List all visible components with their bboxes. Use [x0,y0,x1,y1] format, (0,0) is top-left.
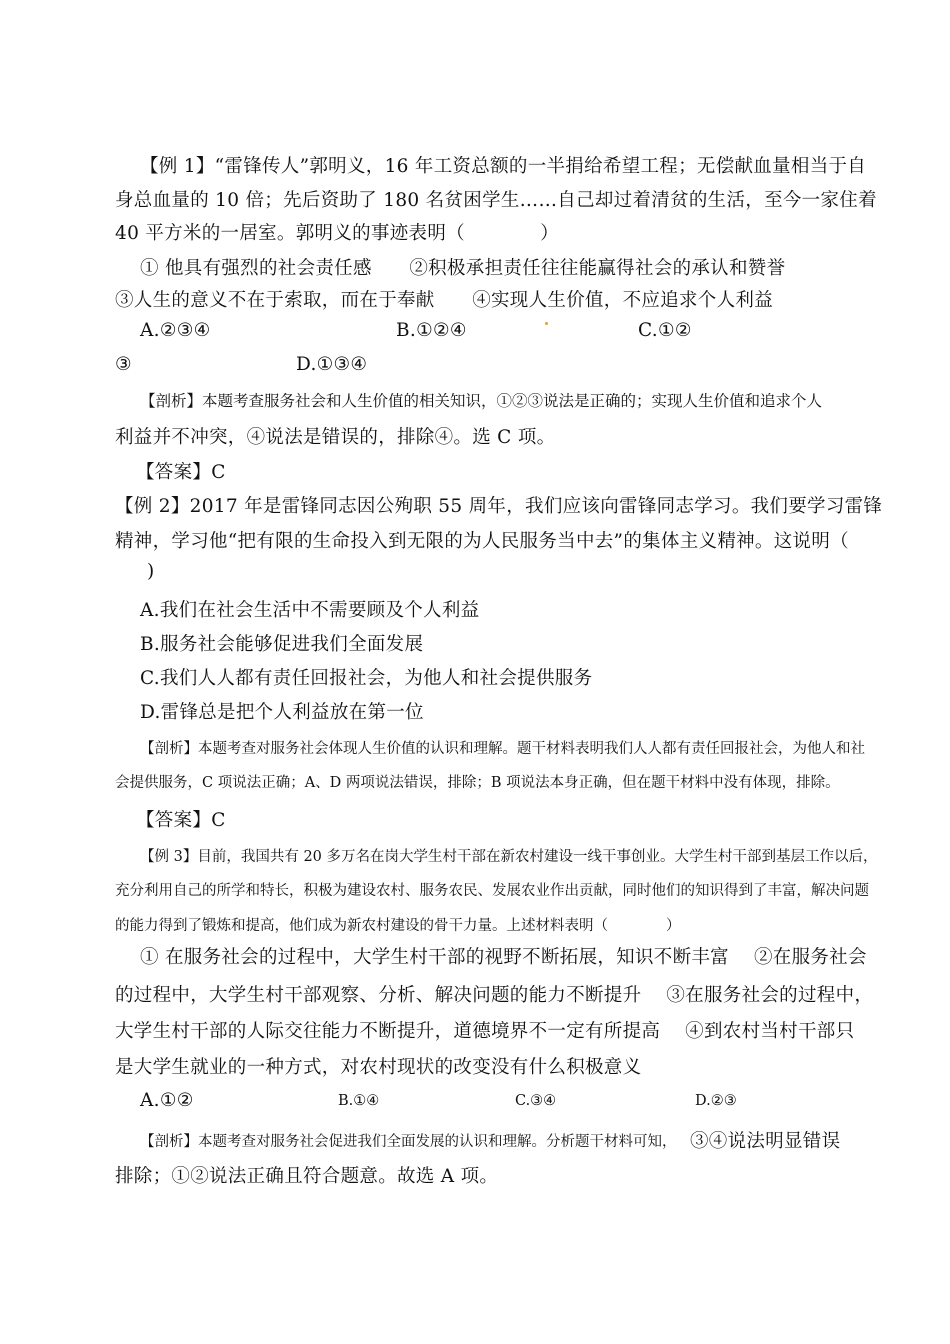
example-2-answer: 【答案】C [136,810,226,831]
example-1-line-1: 【例 1】“雷锋传人”郭明义，16 年工资总额的一半捐给希望工程；无偿献血量相当于自 [140,156,867,177]
example-3-statement-line-4: 是大学生就业的一种方式，对农村现状的改变没有什么积极意义 [115,1057,642,1078]
example-3-statement-line-3: 大学生村干部的人际交往能力不断提升，道德境界不一定有所提高 ④到农村当村干部只 [115,1021,855,1042]
example-2-option-a: A.我们在社会生活中不需要顾及个人利益 [140,600,480,621]
example-1-line-3: 40 平方米的一居室。郭明义的事迹表明（ ） [115,223,559,244]
example-1-statement-1: ① 他具有强烈的社会责任感 ②积极承担责任往往能赢得社会的承认和赞誉 [140,258,786,279]
example-2-option-b: B.服务社会能够促进我们全面发展 [140,634,424,655]
example-3-analysis-line-2: 排除；①②说法正确且符合题意。故选 A 项。 [115,1166,499,1187]
example-3-option-a: A.①② [140,1090,194,1111]
example-2-analysis-line-1: 【剖析】本题考查对服务社会体现人生价值的认识和理解。题干材料表明我们人人都有责任回报社会，为他人和社 [140,741,865,757]
example-3-statement-line-2: 的过程中，大学生村干部观察、分析、解决问题的能力不断提升 ③在服务社会的过程中， [115,985,874,1006]
example-3-statement-line-1: ① 在服务社会的过程中，大学生村干部的视野不断拓展，知识不断丰富 ②在服务社会 [140,947,867,968]
example-2-line-2: 精神，学习他“把有限的生命投入到无限的为人民服务当中去”的集体主义精神。这说明（ [115,531,849,552]
example-3-line-2: 充分利用自己的所学和特长，积极为建设农村、服务农民、发展农业作出贡献，同时他们的知识得到了丰富，解决问题 [115,883,869,899]
example-3-line-3: 的能力得到了锻炼和提高，他们成为新农村建设的骨干力量。上述材料表明（ ） [115,918,681,934]
example-3-line-1: 【例 3】目前，我国共有 20 多万名在岗大学生村干部在新农村建设一线干事创业。大学生村干部到基层工作以后， [140,849,878,865]
example-2-option-c: C.我们人人都有责任回报社会，为他人和社会提供服务 [140,668,593,689]
example-2-line-3: ) [147,561,155,582]
example-2-analysis-line-2: 会提供服务，C 项说法正确；A、D 两项说法错误，排除；B 项说法本身正确，但在题干材料中没有体现，排除。 [115,775,840,791]
example-2-line-1: 【例 2】2017 年是雷锋同志因公殉职 55 周年，我们应该向雷锋同志学习。我们要学习雷锋 [115,496,883,517]
example-3-option-c: C.③④ [515,1093,557,1109]
example-2-option-d: D.雷锋总是把个人利益放在第一位 [140,702,424,723]
example-3-option-b: B.①④ [338,1093,380,1109]
example-1-option-c-continued: ③ [115,354,132,375]
example-1-analysis-line-2: 利益并不冲突，④说法是错误的，排除④。选 C 项。 [115,427,556,448]
example-1-analysis-line-1: 【剖析】本题考查服务社会和人生价值的相关知识，①②③说法是正确的；实现人生价值和追求个人 [140,392,823,410]
example-1-answer: 【答案】C [136,462,226,483]
example-1-option-a: A.②③④ [140,320,211,341]
example-1-option-c: C.①② [638,320,692,341]
stray-dot [545,322,548,325]
example-3-analysis-line-1-end: ③④说法明显错误 [690,1131,841,1152]
example-1-statement-2: ③人生的意义不在于索取，而在于奉献 ④实现人生价值，不应追求个人利益 [115,290,774,311]
example-1-option-b: B.①②④ [396,320,467,341]
example-1-option-d: D.①③④ [296,354,368,375]
example-1-line-2: 身总血量的 10 倍；先后资助了 180 名贫困学生……自己却过着清贫的生活，至今一家住着 [115,190,877,211]
example-3-analysis-line-1: 【剖析】本题考查对服务社会促进我们全面发展的认识和理解。分析题干材料可知， [140,1134,677,1150]
example-3-option-d: D.②③ [695,1093,737,1109]
